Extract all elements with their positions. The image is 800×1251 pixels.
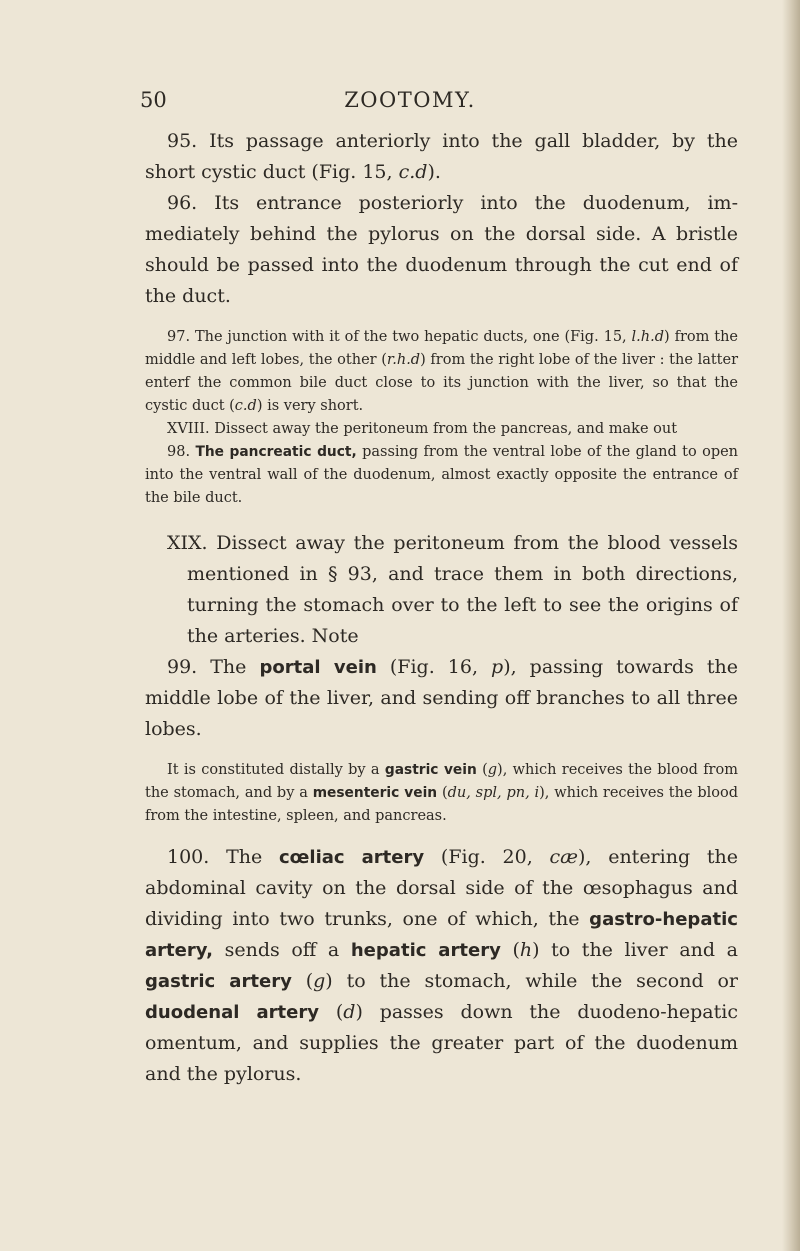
paragraph-97 — [145, 326, 738, 418]
figure-ref: c.d — [398, 161, 428, 183]
paragraph-number: 96. — [167, 192, 198, 214]
anatomical-term: duodenal artery — [145, 1002, 320, 1023]
paragraph-text: ) from the middle and left lobes, the other ( — [145, 329, 738, 368]
paragraph-number: 97. — [167, 329, 191, 345]
instruction-xviii — [167, 418, 738, 441]
paragraph-95 — [145, 126, 738, 188]
anatomical-term: mesenteric vein — [312, 785, 438, 801]
figure-ref: du, spl, pn, i — [447, 785, 540, 801]
anatomical-term: portal vein — [259, 657, 377, 678]
paragraph-text: The junction with it of the two hepatic ducts, one (Fig. 15, — [194, 329, 632, 345]
anatomical-term: hepatic artery — [350, 940, 501, 961]
anatomical-term: The pancreatic duct, — [195, 444, 357, 460]
running-head: ZOOTOMY. — [344, 88, 476, 112]
figure-ref: r.h.d — [386, 352, 421, 368]
instruction-number: XIX. — [167, 532, 208, 554]
figure-ref: g — [487, 762, 498, 778]
paragraph-text: The — [210, 656, 260, 678]
paragraph-text: The — [226, 846, 279, 868]
paragraph-text: ) passes down the duodeno-hepatic omentum, and supplies the greater part of the duodenum and the pylorus. — [145, 1001, 738, 1085]
paragraph-text: ), which receives the blood from the intestine, spleen, and pancreas. — [145, 785, 738, 824]
paragraph-text: ) from the right lobe of the liver : the latter enterf the common bile duct close to its junction with the liver, so that the cystic duct ( — [145, 352, 739, 414]
paragraph-text: (Fig. 20, — [424, 846, 550, 868]
paragraph-number: 95. — [167, 130, 198, 152]
paragraph-text: ). — [427, 161, 441, 183]
anatomical-term: cœliac artery — [278, 847, 425, 868]
paragraph-text: Its passage anteriorly into the gall bladder, by the short cystic duct (Fig. 15, — [145, 130, 739, 183]
paragraph-text: ( — [476, 762, 488, 778]
paragraph-text: ( — [437, 785, 448, 801]
paragraph-96 — [145, 188, 738, 312]
figure-ref: cæ — [549, 846, 578, 868]
paragraph-number: 100. — [167, 846, 210, 868]
paragraph-text: ), which receives the blood from the stomach, and by a — [145, 762, 738, 801]
paragraph-text: ) to the liver and a — [532, 939, 738, 961]
paragraph-text: sends off a — [213, 939, 351, 961]
paragraph-text: ( — [291, 970, 314, 992]
paragraph-text: passing from the ventral lobe of the gland to open into the ventral wall of the duodenum, almost exactly opposite the entrance of the bile duct. — [145, 444, 739, 506]
paragraph-99 — [145, 652, 738, 745]
paragraph-text: ( — [319, 1001, 344, 1023]
paragraph-99-note — [145, 759, 738, 828]
anatomical-term: gastric vein — [384, 762, 477, 778]
page-body — [145, 126, 738, 1090]
figure-ref: d — [343, 1001, 356, 1023]
paragraph-text: ) to the stomach, while the second or — [325, 970, 738, 992]
page-number: 50 — [140, 88, 167, 112]
figure-ref: g — [313, 970, 326, 992]
instruction-xix — [167, 528, 738, 652]
figure-ref: h — [519, 939, 533, 961]
paragraph-number: 98. — [167, 444, 191, 460]
paragraph-text: ( — [500, 939, 520, 961]
instruction-number: XVIII. — [167, 421, 210, 437]
paragraph-text: Its entrance posteriorly into the duodenum, im- mediately behind the pylorus on the dorsal side. A bristle should be passed into the duodenum through the cut end of the duct. — [145, 192, 738, 307]
figure-ref: l.h.d — [631, 329, 665, 345]
paragraph-text: It is constituted distally by a — [167, 762, 385, 778]
instruction-text: Dissect away the peritoneum from the blood vessels mentioned in § 93, and trace them in both directions, turning the stomach over to the left to see the origins of the arteries. Note — [187, 532, 738, 647]
paragraph-98 — [145, 441, 738, 510]
page-edge-shadow — [782, 0, 800, 1251]
anatomical-term: gastric artery — [145, 971, 292, 992]
paragraph-number: 99. — [167, 656, 198, 678]
paragraph-text: ), entering the abdominal cavity on the dorsal side of the œsophagus and dividing into two trunks, one of which, the — [145, 846, 738, 930]
anatomical-term: gastro-hepatic artery, — [145, 909, 738, 961]
paragraph-text: ), passing towards the middle lobe of the liver, and sending off branches to all three lobes. — [145, 656, 738, 740]
figure-ref: c.d — [234, 398, 257, 414]
paragraph-text: (Fig. 16, — [376, 656, 492, 678]
page-header — [0, 88, 800, 124]
paragraph-100 — [145, 842, 738, 1090]
paragraph-text: ) is very short. — [256, 398, 364, 414]
instruction-text: Dissect away the peritoneum from the pancreas, and make out — [214, 421, 678, 437]
figure-ref: p — [491, 656, 504, 678]
